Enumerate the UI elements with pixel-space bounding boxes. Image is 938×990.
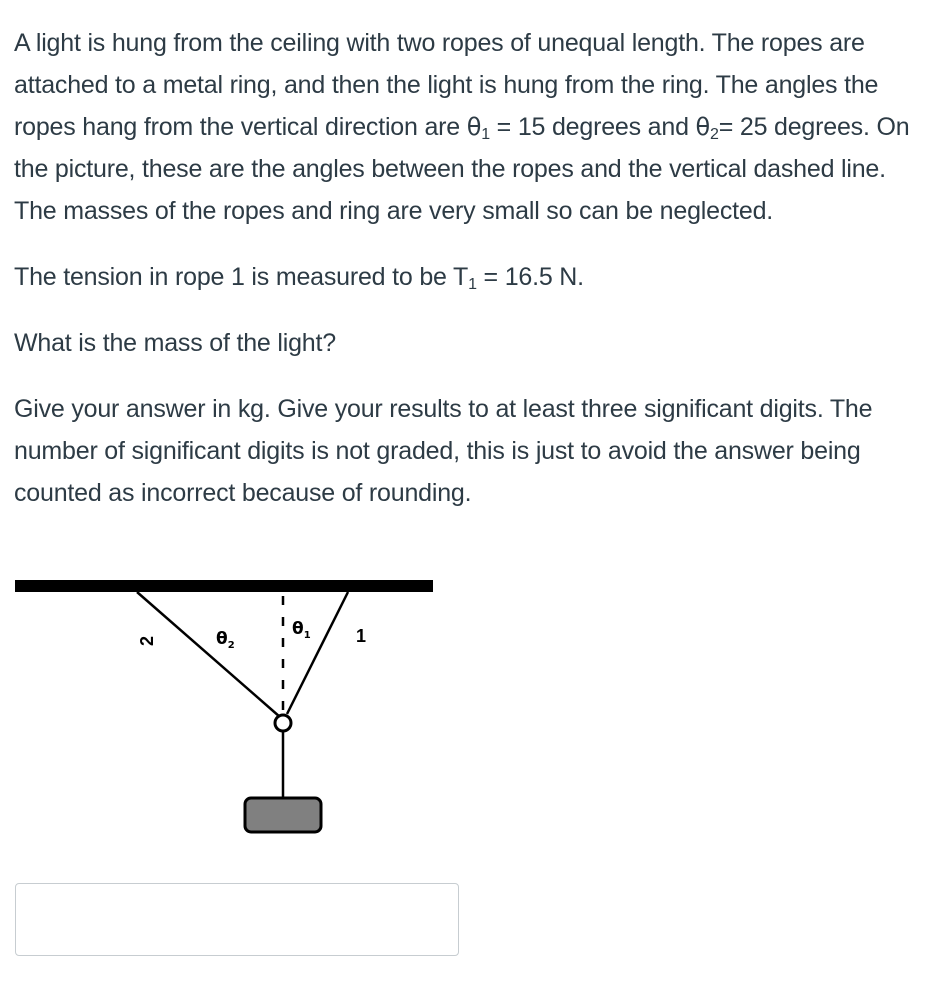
theta-2-label: $\theta_2$ (216, 629, 235, 651)
theta-symbol: θ (695, 113, 711, 141)
subscript-1: 1 (481, 126, 490, 143)
rope-1 (287, 592, 348, 714)
question-text (14, 22, 919, 514)
answer-input[interactable] (15, 883, 459, 956)
question-paragraph-ask: What is the mass of the light? (14, 329, 336, 357)
theta-1-label: $\theta_1$ (292, 619, 311, 641)
ceiling-bar (15, 580, 433, 592)
tension-text-part: = 16.5 N. (476, 263, 584, 291)
metal-ring (275, 715, 291, 731)
question-paragraph-tension (14, 256, 919, 298)
setup-text-part: = 25 degrees. On the picture, these are the angles between the ropes and the vertical dashed line. The masses of the ropes and ring are very small so can be neglected. (14, 113, 910, 225)
lamp (245, 798, 321, 832)
setup-text-part: A light is hung from the ceiling with two ropes of unequal length. The ropes are attached to a metal ring, and then the light is hung from the ring. The angles the ropes hang from the vertical direction are (14, 29, 879, 141)
tension-text-part: The tension in rope 1 is measured to be T (14, 263, 469, 291)
subscript-2: 2 (710, 126, 719, 143)
rope-2 (137, 592, 280, 717)
question-paragraph-setup (14, 22, 919, 232)
subscript-1: 1 (468, 276, 477, 293)
rope-2-label: 2 (137, 635, 157, 646)
rope-diagram (0, 570, 450, 850)
theta-symbol: θ (466, 113, 482, 141)
rope-1-label: 1 (356, 626, 367, 646)
setup-text-part: = 15 degrees and (489, 113, 696, 141)
question-paragraph-instructions: Give your answer in kg. Give your results to at least three significant digits. The number of significant digits is not graded, this is just to avoid the answer being counted as incorrect because of rounding. (14, 395, 873, 507)
